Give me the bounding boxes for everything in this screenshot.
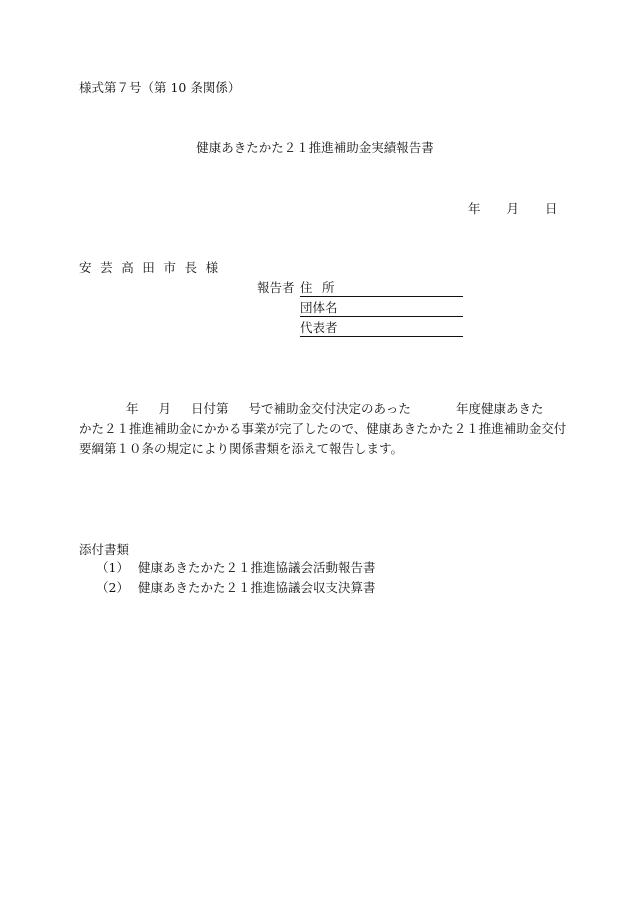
attachment-item <box>96 562 376 575</box>
body-day: 日付第 <box>191 401 229 416</box>
date-line <box>468 203 558 216</box>
group-name-field <box>300 302 463 317</box>
body-line-2: かた２１推進補助金にかかる事業が完了したので、健康あきたかた２１推進補助金交付 <box>79 421 567 436</box>
body-fiscal: 年度健康あきた <box>455 401 544 416</box>
body-year: 年 <box>126 401 139 416</box>
attachment-number: （2） <box>96 580 129 595</box>
attachment-number: （1） <box>96 560 129 575</box>
date-day: 日 <box>545 201 558 216</box>
attachment-item <box>96 582 376 595</box>
reporter-label: 報告者 <box>257 280 295 295</box>
attachment-text: 健康あきたかた２１推進協議会活動報告書 <box>138 560 376 575</box>
attachments-heading: 添付書類 <box>79 542 130 557</box>
body-line-1 <box>79 403 543 416</box>
address-label-part2: 所 <box>322 280 335 295</box>
body-month: 月 <box>158 401 172 416</box>
attachment-text: 健康あきたかた２１推進協議会収支決算書 <box>138 580 376 595</box>
representative-label: 代表者 <box>300 320 338 335</box>
representative-field <box>300 322 463 337</box>
document-title: 健康あきたかた２１推進補助金実績報告書 <box>196 140 434 155</box>
body-line-3: 要綱第１０条の規定により関係書類を添えて報告します。 <box>79 441 404 456</box>
form-number: 様式第７号（第 10 条関係） <box>79 80 241 95</box>
body-number: 号で補助金交付決定のあった <box>248 401 411 416</box>
date-month: 月 <box>506 201 520 216</box>
addressee: 安芸高田市長様 <box>79 260 227 275</box>
group-name-label: 団体名 <box>300 300 338 315</box>
date-year: 年 <box>468 201 481 216</box>
address-field <box>300 282 463 297</box>
address-label-part1: 住 <box>300 280 313 295</box>
